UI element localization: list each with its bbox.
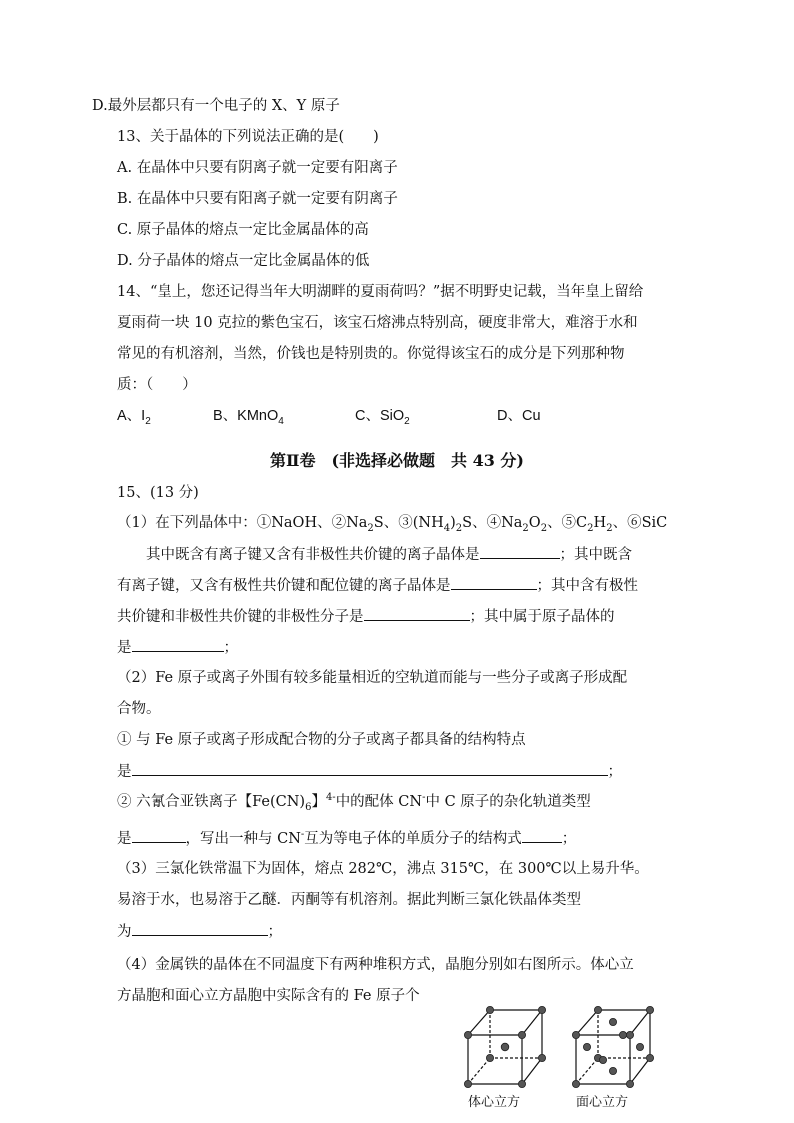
q13-option-a: A. 在晶体中只要有阴离子就一定要有阳离子: [117, 160, 398, 176]
q15-p1-line-5: 是 ；: [117, 637, 238, 658]
fcc-atoms: [572, 1006, 653, 1087]
q14-line-1: 14、“皇上，您还记得当年大明湖畔的夏雨荷吗？”据不明野史记载，当年皇上留给: [117, 284, 644, 300]
q15-p2-line-4: 是 ；: [117, 761, 622, 782]
q14-option-c: C、SiO$_2$: [355, 408, 410, 427]
q14-option-d: D、Cu: [497, 408, 541, 424]
q15-header: 15、(13 分): [117, 485, 199, 501]
q15-p3-line-1: （3）三氯化铁常温下为固体，熔点 282℃，沸点 315℃，在 300℃以上易升华。: [117, 861, 649, 877]
q15-p3-line-2: 易溶于水，也易溶于乙醚．丙酮等有机溶剂。据此判断三氯化铁晶体类型: [117, 892, 581, 908]
q15-p2-line-2: 合物。: [117, 701, 161, 717]
answer-blank[interactable]: [132, 828, 186, 843]
q14-option-b: B、KMnO$_4$: [213, 408, 284, 427]
q15-p2-line-1: （2）Fe 原子或离子外围有较多能量相近的空轨道而能与一些分子或离子形成配: [117, 670, 628, 686]
q15-p1-line-4: 共价键和非极性共价键的非极性分子是 ；其中属于原子晶体的: [117, 606, 615, 627]
q15-p3-line-3: 为 ；: [117, 921, 282, 942]
answer-blank[interactable]: [480, 544, 560, 559]
q13-option-d: D. 分子晶体的熔点一定比金属晶体的低: [117, 253, 370, 269]
q15-p2-line-5: ② 六氰合亚铁离子【$Fe(CN)_6$】$^{4-}$中的配体 CN-中 C 原子的杂化轨道类型: [117, 792, 591, 813]
answer-blank[interactable]: [132, 761, 608, 776]
q13-stem: 13、关于晶体的下列说法正确的是( ): [117, 129, 379, 145]
q15-p1-line-2: 其中既含有离子键又含有非极性共价键的离子晶体是 ；其中既含: [146, 544, 632, 565]
q13-option-b: B. 在晶体中只要有阳离子就一定要有阴离子: [117, 191, 398, 207]
q14-line-2: 夏雨荷一块 10 克拉的紫色宝石，该宝石熔沸点特别高，硬度非常大，难溶于水和: [117, 315, 638, 331]
q12-option-d: D.最外层都只有一个电子的 X、Y 原子: [92, 98, 340, 114]
q14-line-3: 常见的有机溶剂，当然，价钱也是特别贵的。你觉得该宝石的成分是下列那种物: [117, 346, 625, 362]
q15-p4-line-2: 方晶胞和面心立方晶胞中实际含有的 Fe 原子个: [117, 988, 420, 1004]
q14-option-a: A、$I_2$: [117, 408, 151, 427]
q14-line-4: 质：（ ）: [117, 377, 197, 393]
answer-blank[interactable]: [364, 606, 470, 621]
q15-p2-line-3: ① 与 Fe 原子或离子形成配合物的分子或离子都具备的结构特点: [117, 732, 526, 748]
answer-blank[interactable]: [132, 637, 224, 652]
q13-option-c: C. 原子晶体的熔点一定比金属晶体的高: [117, 222, 369, 238]
answer-blank[interactable]: [522, 828, 562, 843]
bcc-atoms: [464, 1006, 545, 1087]
q15-p1-line-1: （1）在下列晶体中：①NaOH、$②Na_2S$、$③(NH_4)_2S$、$④Na_2O_2$、$⑤C_2H_2$、⑥SiC: [117, 515, 668, 534]
section-title: 第Ⅱ卷 (非选择必做题 共 43 分): [269, 451, 525, 470]
answer-blank[interactable]: [451, 575, 537, 590]
fcc-label: 面心立方: [576, 1095, 629, 1110]
q15-p1-line-3: 有离子键，又含有极性共价键和配位键的离子晶体是 ；其中含有极性: [117, 575, 638, 596]
q15-p2-line-6: 是 ，写出一种与 CN-互为等电子体的单质分子的结构式 ；: [117, 829, 577, 847]
bcc-label: 体心立方: [468, 1095, 521, 1110]
q15-p4-line-1: （4）金属铁的晶体在不同温度下有两种堆积方式，晶胞分别如右图所示。体心立: [117, 957, 634, 973]
answer-blank[interactable]: [132, 921, 268, 936]
crystal-cells-figure: [456, 1000, 676, 1110]
